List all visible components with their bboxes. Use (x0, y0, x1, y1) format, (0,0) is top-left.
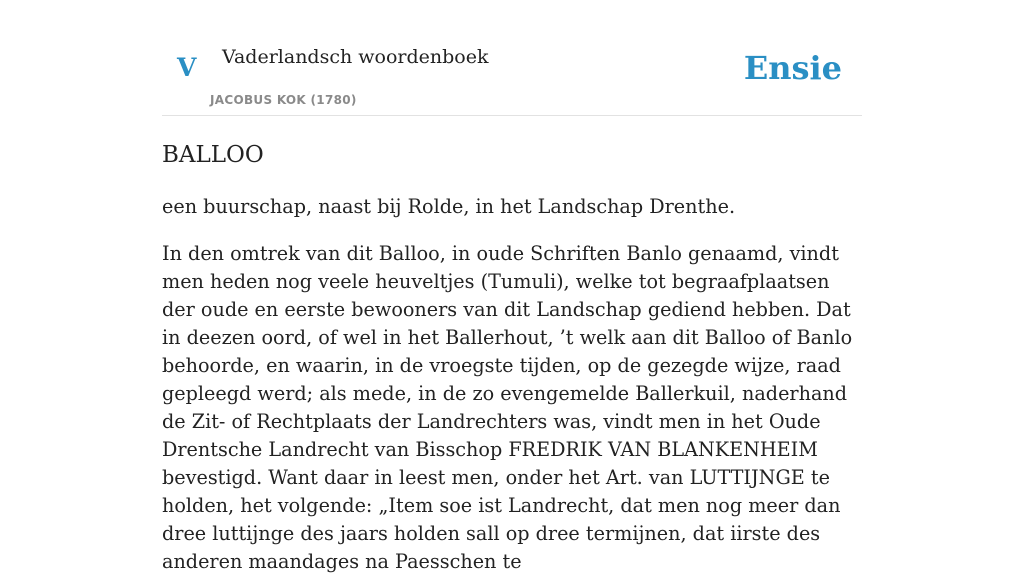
brand-logo-link[interactable]: Ensie (743, 49, 842, 87)
volume-letter-link[interactable]: V (177, 53, 197, 82)
book-title-link[interactable]: Vaderlandsch woordenboek (222, 46, 489, 68)
header (162, 0, 862, 116)
content-container (162, 0, 862, 576)
entry-paragraph-1: een buurschap, naast bij Rolde, in het Landschap Drenthe. (162, 194, 736, 218)
book-author: JACOBUS KOK (1780) (210, 93, 357, 107)
entry-paragraph-2: In den omtrek van dit Balloo, in oude Schriften Banlo genaamd, vindt men heden nog veele heuveltjes (Tumuli), welke tot begraafplaatsen der oude en eerste bewooners van dit Landschap gediend hebben. Dat in deezen oord, of wel in het Ballerhout, ’t welk aan dit Balloo of Banlo behoorde, en waarin, in de vroegste tijden, op de gezegde wijze, raad gepleegd werd; als mede, in de zo evengemelde Ballerkuil, naderhand de Zit- of Rechtplaats der Landrechters was, vindt men in het Oude Drentsche Landrecht van Bisschop FREDRIK VAN BLANKENHEIM bevestigd. Want daar in leest men, onder het Art. van LUTTIJNGE te holden, het volgende: „Item soe ist Landrecht, dat men nog meer dan dree luttijnge des jaars holden sall op dree termijnen, dat iirste des anderen maandages na Paesschen te (162, 241, 853, 573)
entry-title: BALLOO (162, 142, 264, 168)
